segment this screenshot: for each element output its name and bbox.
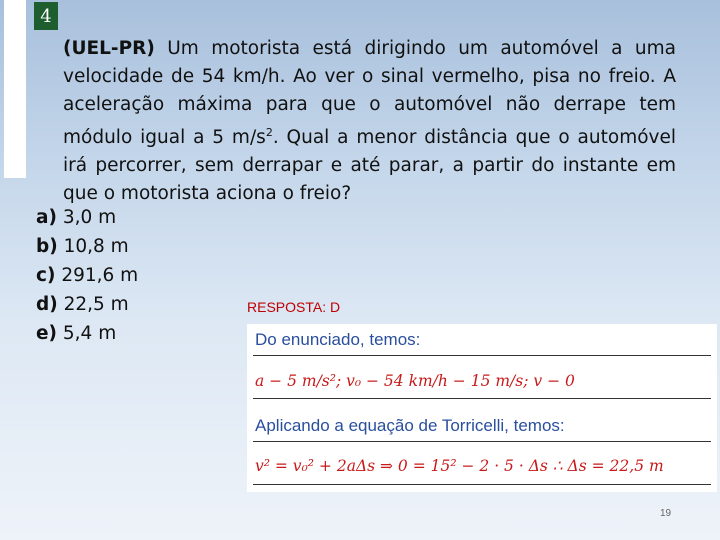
question-source: (UEL-PR) <box>63 38 155 59</box>
option-a: a) 3,0 m <box>36 207 117 228</box>
solution-heading-1: Do enunciado, temos: <box>255 330 421 349</box>
solution-equation: v² = v₀² + 2aΔs ⇒ 0 = 15² − 2 · 5 · Δs ∴ Δs = 22,5 m <box>255 457 664 475</box>
option-b: b) 10,8 m <box>36 236 129 257</box>
left-accent-bar <box>4 0 26 178</box>
slide-number-badge: 4 <box>34 2 58 30</box>
solution-box <box>247 324 717 492</box>
unit-exponent: 2 <box>265 126 273 139</box>
answer-label: RESPOSTA: D <box>247 299 341 315</box>
page-number: 19 <box>660 508 672 519</box>
option-e: e) 5,4 m <box>36 323 117 344</box>
solution-heading-2: Aplicando a equação de Torricelli, temos: <box>255 416 565 435</box>
question-body: Um motorista está dirigindo um automóvel a uma velocidade de 54 km/h. Ao ver o sinal vermelho, pisa no freio. A aceleração máxima para que o automóvel não derrape tem módulo igual a 5 m/s <box>63 38 676 149</box>
solution-data-line: a − 5 m/s²; v₀ − 54 km/h − 15 m/s; v − 0 <box>255 372 575 390</box>
option-c: c) 291,6 m <box>36 265 139 286</box>
question-body-end: . Qual a menor distância que o automóvel irá percorrer, sem derrapar e até parar, a partir do instante em que o motorista aciona o freio? <box>63 127 676 205</box>
question-text <box>63 35 676 208</box>
options-list <box>36 203 138 348</box>
solution-divider <box>253 398 711 399</box>
solution-divider <box>253 484 711 485</box>
solution-divider <box>253 441 711 442</box>
option-d: d) 22,5 m <box>36 294 129 315</box>
solution-divider <box>253 355 711 356</box>
